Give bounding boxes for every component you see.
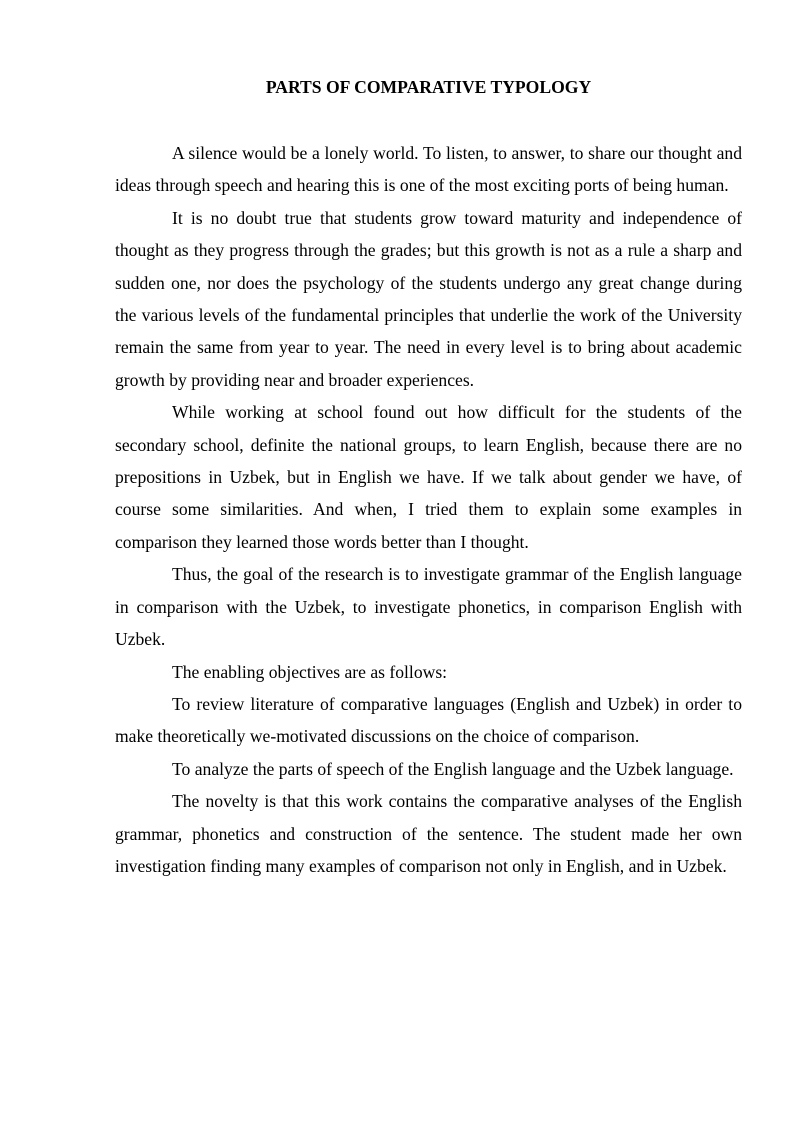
paragraph-school-experience: While working at school found out how difficult for the students of the secondary school, definite the national groups, to learn English, because there are no prepositions in Uzbek, but in English we have. If we talk about gender we have, of course some similarities. And when, I tried them to explain some examples in comparison they learned those words better than I thought. <box>115 402 742 552</box>
paragraph-intro: A silence would be a lonely world. To listen, to answer, to share our thought and ideas through speech and hearing this is one of the most exciting ports of being human. <box>115 143 742 196</box>
paragraph-objective-analyze: To analyze the parts of speech of the English language and the Uzbek language. <box>172 758 734 779</box>
document-body <box>115 73 742 882</box>
paragraph-student-growth: It is no doubt true that students grow toward maturity and independence of thought as they progress through the grades; but this growth is not as a rule a sharp and sudden one, nor does the psychology of the students undergo any great change during the various levels of the fundamental principles that underlie the work of the University remain the same from year to year. The need in every level is to bring about academic growth by providing near and broader experiences. <box>115 207 742 390</box>
document-title: PARTS OF COMPARATIVE TYPOLOGY <box>265 77 592 97</box>
paragraph-objective-review: To review literature of comparative languages (English and Uzbek) in order to make theoretically we-motivated discussions on the choice of comparison. <box>115 693 742 747</box>
paragraph-objectives-intro: The enabling objectives are as follows: <box>172 661 448 682</box>
paragraph-novelty: The novelty is that this work contains the comparative analyses of the English grammar, phonetics and construction of the sentence. The student made her own investigation finding many examples of comparison not only in English, and in Uzbek. <box>115 791 742 876</box>
paragraph-research-goal: Thus, the goal of the research is to investigate grammar of the English language in comparison with the Uzbek, to investigate phonetics, in comparison English with Uzbek. <box>115 564 742 650</box>
